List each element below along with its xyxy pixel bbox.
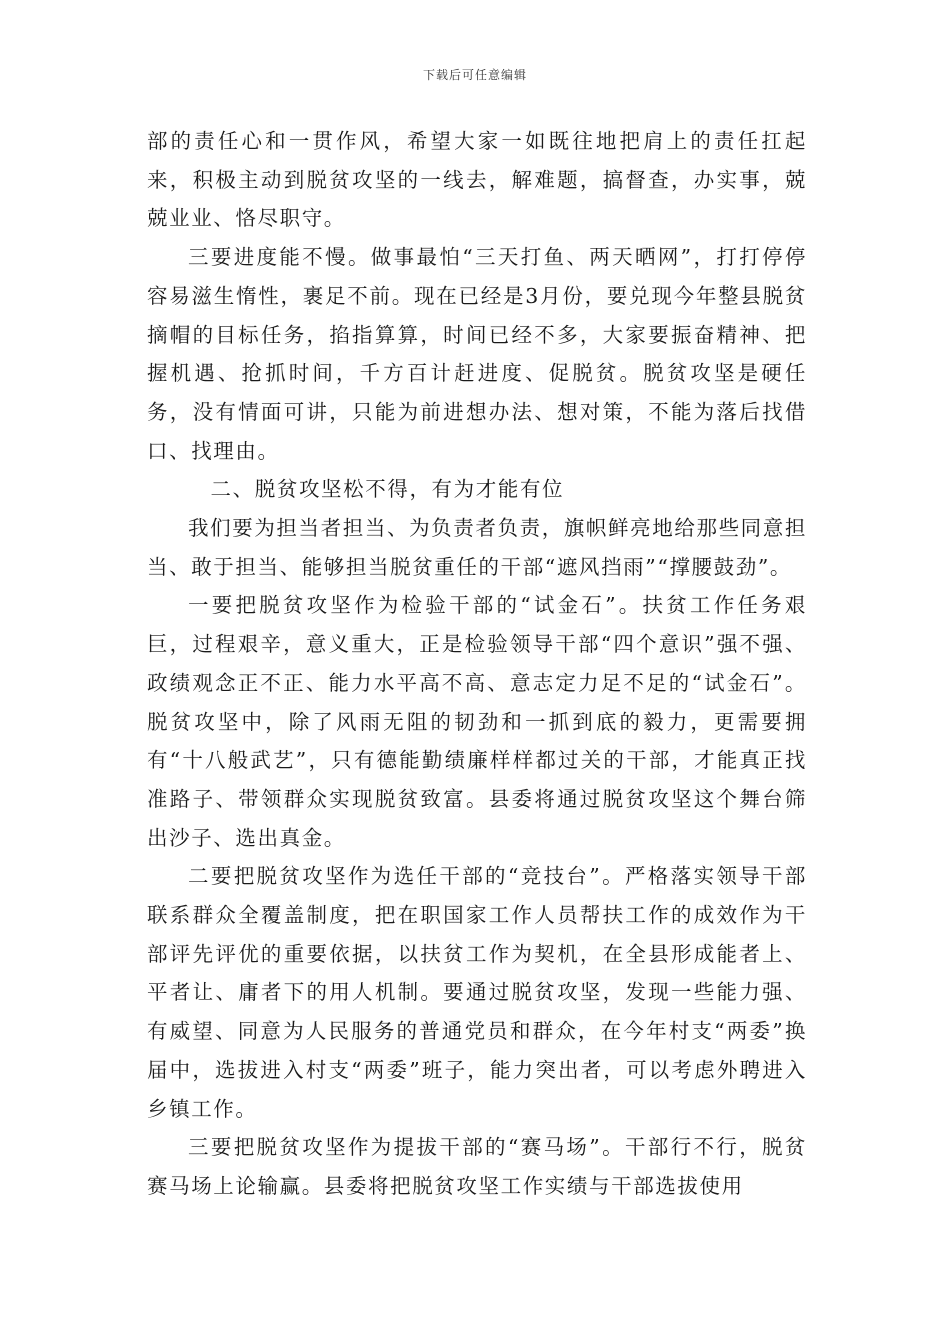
paragraph-progress: 三要进度能不慢。做事最怕“三天打鱼、两天晒网”，打打停停容易滋生惰性，裹足不前。现在已经是3月份，要兑现今年整县脱贫摘帽的目标任务，掐指算算，时间已经不多，大家要振奋精神、把握机遇、抢抓时间，千方百计赶进度、促脱贫。脱贫攻坚是硬任务，没有情面可讲，只能为前进想办法、想对策，不能为落后找借口、找理由。 — [147, 245, 807, 463]
section-heading: 二、脱贫攻坚松不得，有为才能有位 — [210, 477, 565, 502]
document-body — [147, 122, 807, 1206]
paragraph-touchstone: 一要把脱贫攻坚作为检验干部的“试金石”。扶贫工作任务艰巨，过程艰辛，意义重大，正是检验领导干部“四个意识”强不强、政绩观念正不正、能力水平高不高、意志定力足不足的“试金石”。脱贫攻坚中，除了风雨无阻的韧劲和一抓到底的毅力，更需要拥有“十八般武艺”，只有德能勤绩廉样样都过关的干部，才能真正找准路子、带领群众实现脱贫致富。县委将通过脱贫攻坚这个舞台筛出沙子、选出真金。 — [147, 593, 807, 850]
paragraph-racecourse: 三要把脱贫攻坚作为提拔干部的“赛马场”。干部行不行，脱贫赛马场上论输赢。县委将把脱贫攻坚工作实绩与干部选拔使用 — [147, 1135, 807, 1198]
paragraph-continuation: 部的责任心和一贯作风，希望大家一如既往地把肩上的责任扛起来，积极主动到脱贫攻坚的一线去，解难题，搞督查，办实事，兢兢业业、恪尽职守。 — [147, 129, 807, 231]
paragraph-responsibility: 我们要为担当者担当、为负责者负责，旗帜鲜亮地给那些同意担当、敢于担当、能够担当脱贫重任的干部“遮风挡雨”“撑腰鼓劲”。 — [147, 516, 807, 579]
paragraph-arena: 二要把脱贫攻坚作为选任干部的“竞技台”。严格落实领导干部联系群众全覆盖制度，把在职国家工作人员帮扶工作的成效作为干部评先评优的重要依据，以扶贫工作为契机，在全县形成能者上、平者让、庸者下的用人机制。要通过脱贫攻坚，发现一些能力强、有威望、同意为人民服务的普通党员和群众，在今年村支“两委”换届中，选拔进入村支“两委”班子，能力突出者，可以考虑外聘进入乡镇工作。 — [147, 864, 807, 1121]
page-header-note: 下载后可任意编辑 — [422, 68, 527, 82]
